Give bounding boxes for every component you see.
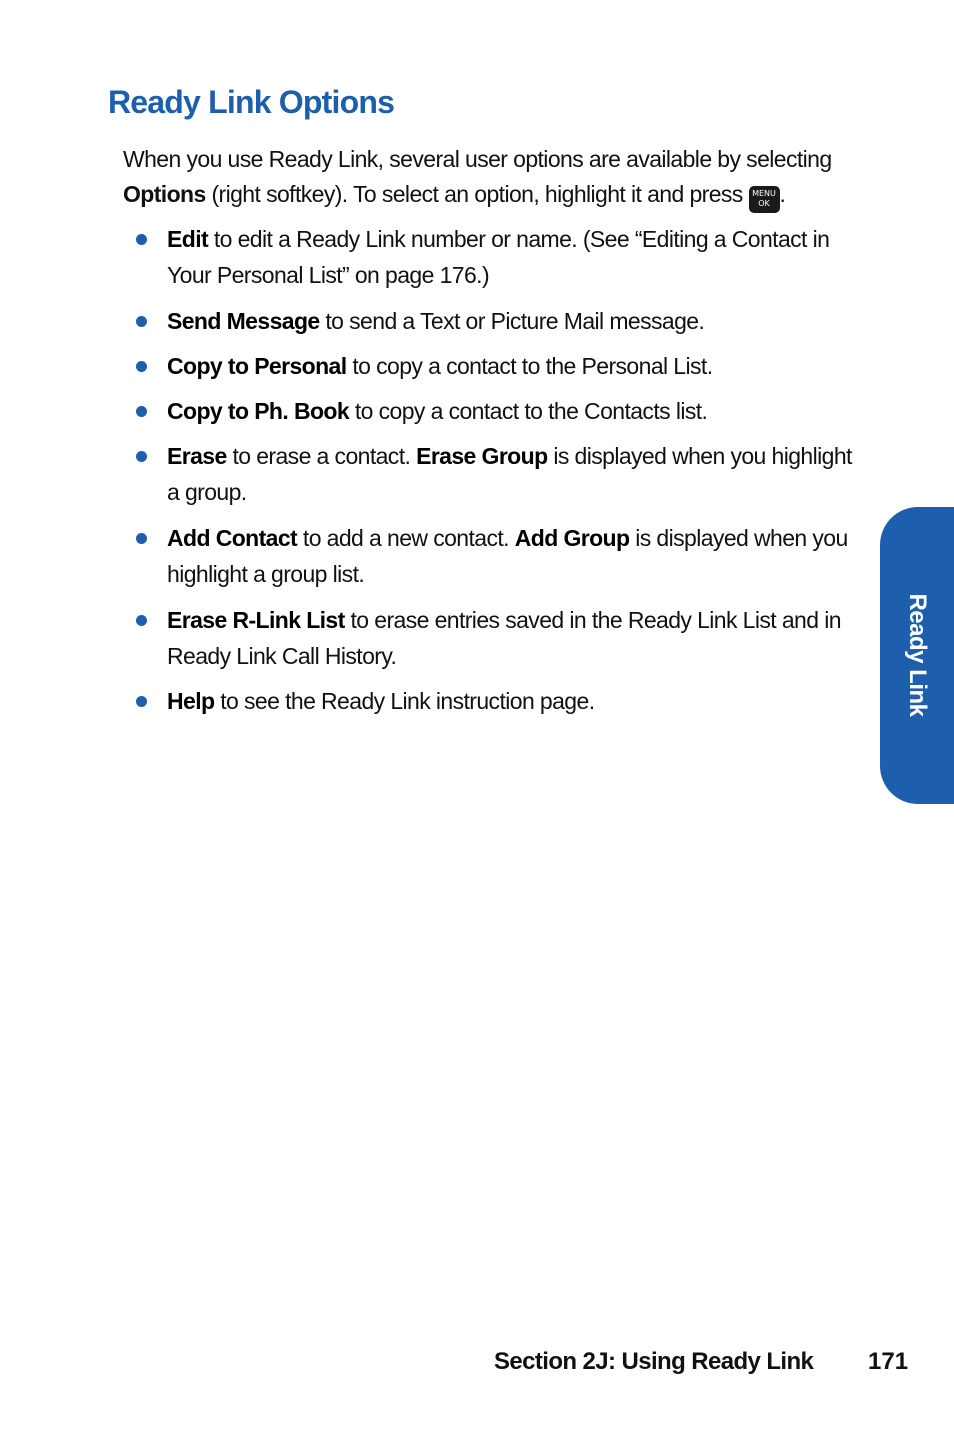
option-term-secondary: Erase Group bbox=[416, 443, 548, 469]
side-section-tab bbox=[880, 507, 954, 804]
list-item-erase bbox=[167, 438, 862, 510]
footer-page-number: 171 bbox=[868, 1348, 909, 1375]
option-desc: to send a Text or Picture Mail message. bbox=[319, 308, 705, 334]
option-term: Copy to Ph. Book bbox=[167, 398, 350, 424]
option-desc: to erase entries saved in the Ready Link List and in Ready Link Call History. bbox=[167, 607, 841, 669]
intro-text-middle: (right softkey). To select an option, highlight it and press bbox=[205, 181, 749, 207]
side-tab-label: Ready Link bbox=[904, 593, 931, 717]
list-item-add-contact bbox=[167, 520, 862, 592]
option-desc: to copy a contact to the Personal List. bbox=[346, 353, 713, 379]
bullet-icon bbox=[136, 696, 147, 707]
menu-key-line2: OK bbox=[758, 199, 770, 208]
option-term-secondary: Add Group bbox=[514, 525, 630, 551]
intro-text-before: When you use Ready Link, several user options are available by selecting bbox=[123, 146, 832, 172]
option-desc: to edit a Ready Link number or name. (See “Editing a Contact in Your Personal List” on page 176.) bbox=[167, 226, 830, 288]
option-term: Erase bbox=[167, 443, 227, 469]
option-desc: to add a new contact. bbox=[297, 525, 515, 551]
list-item-copy-to-personal bbox=[167, 348, 862, 384]
option-term: Edit bbox=[167, 226, 209, 252]
option-desc-secondary: is displayed when you highlight a group. bbox=[167, 443, 852, 505]
list-item-copy-to-ph-book bbox=[167, 393, 862, 429]
bullet-icon bbox=[136, 451, 147, 462]
intro-bold-term: Options bbox=[123, 181, 206, 207]
option-term: Help bbox=[167, 688, 215, 714]
bullet-icon bbox=[136, 361, 147, 372]
footer-section-title: Section 2J: Using Ready Link bbox=[494, 1348, 814, 1375]
option-desc: to see the Ready Link instruction page. bbox=[214, 688, 595, 714]
bullet-icon bbox=[136, 234, 147, 245]
list-item-edit bbox=[167, 221, 862, 293]
option-desc-secondary: is displayed when you highlight a group list. bbox=[167, 525, 848, 587]
menu-key-line1: MENU bbox=[752, 189, 776, 198]
option-term: Add Contact bbox=[167, 525, 298, 551]
intro-text-end: . bbox=[779, 181, 786, 207]
bullet-icon bbox=[136, 406, 147, 417]
option-term: Copy to Personal bbox=[167, 353, 347, 379]
option-desc: to erase a contact. bbox=[226, 443, 417, 469]
page-title: Ready Link Options bbox=[108, 84, 395, 120]
option-desc: to copy a contact to the Contacts list. bbox=[349, 398, 708, 424]
option-term: Send Message bbox=[167, 308, 320, 334]
list-item-erase-r-link-list bbox=[167, 602, 862, 674]
list-item-send-message bbox=[167, 303, 862, 339]
list-item-help bbox=[167, 683, 862, 719]
option-term: Erase R-Link List bbox=[167, 607, 345, 633]
bullet-icon bbox=[136, 615, 147, 626]
bullet-icon bbox=[136, 533, 147, 544]
bullet-icon bbox=[136, 316, 147, 327]
